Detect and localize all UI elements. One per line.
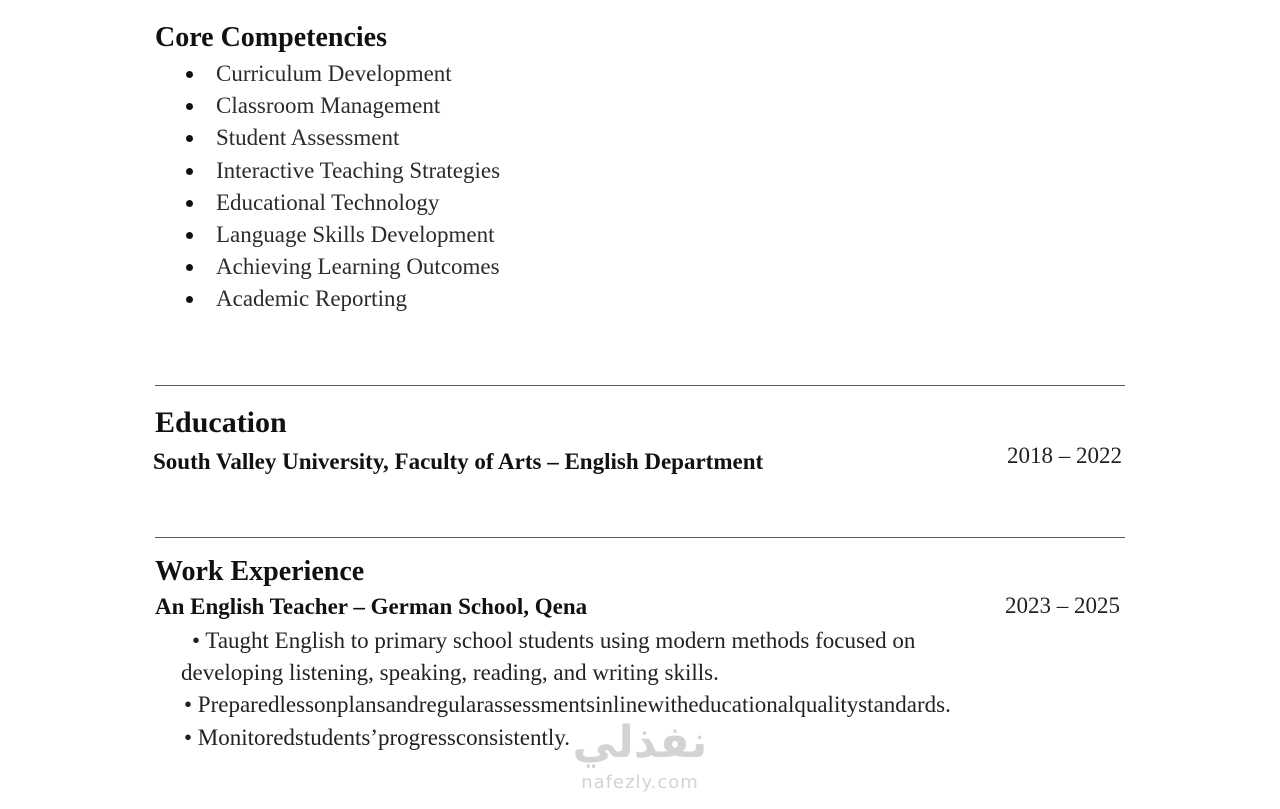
work-experience-heading: Work Experience <box>155 556 365 587</box>
duty-line: • Taught English to primary school students using modern methods focused on <box>192 628 916 653</box>
core-competencies-heading: Core Competencies <box>155 22 387 53</box>
list-item: Achieving Learning Outcomes <box>186 251 500 283</box>
section-divider <box>155 385 1125 386</box>
watermark-logo <box>560 718 720 794</box>
duty-line: • Preparedlessonplansandregularassessmentsinlinewitheducationalqualitystandards. <box>184 692 951 717</box>
job-title: An English Teacher – German School, Qena <box>155 594 588 619</box>
competencies-list <box>186 58 500 316</box>
list-item: Interactive Teaching Strategies <box>186 155 500 187</box>
section-divider <box>155 537 1125 538</box>
list-item: Classroom Management <box>186 90 500 122</box>
education-institution: South Valley University, Faculty of Arts – English Department <box>153 449 764 474</box>
education-heading: Education <box>155 406 287 439</box>
watermark-latin: nafezly.com <box>581 772 699 793</box>
list-item: Student Assessment <box>186 122 500 154</box>
list-item: Language Skills Development <box>186 219 500 251</box>
duty-line: • Monitoredstudents’progressconsistently. <box>184 725 571 750</box>
list-item: Educational Technology <box>186 187 500 219</box>
list-item: Curriculum Development <box>186 58 500 90</box>
job-dates: 2023 – 2025 <box>1005 593 1120 618</box>
list-item: Academic Reporting <box>186 283 500 315</box>
education-dates: 2018 – 2022 <box>1007 443 1122 468</box>
duty-line: developing listening, speaking, reading, and writing skills. <box>181 660 719 685</box>
watermark-arabic: نفذلي <box>572 717 708 768</box>
